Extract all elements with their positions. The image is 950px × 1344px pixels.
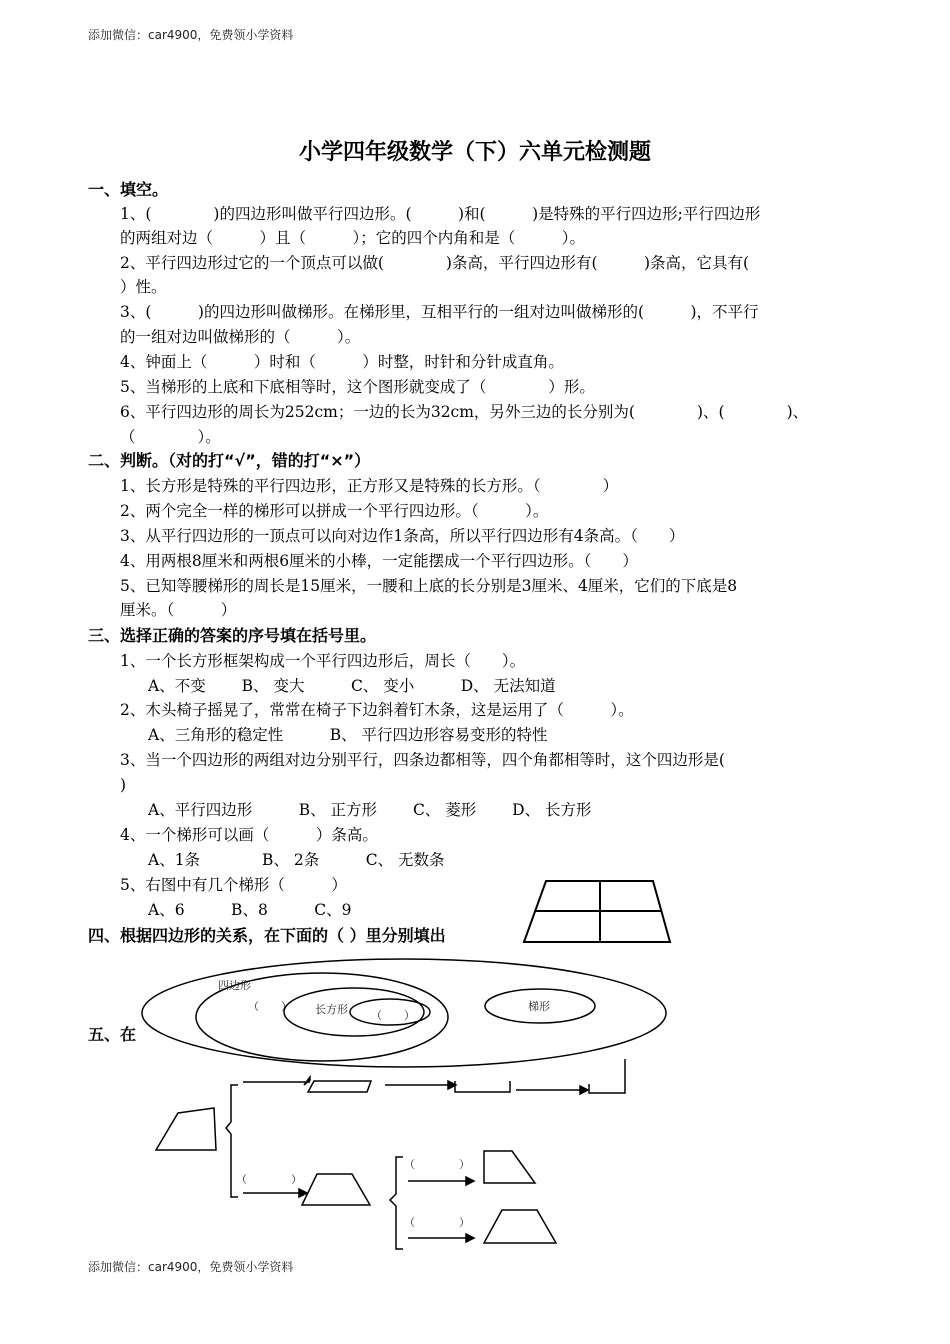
label-quadrilateral: 四边形 xyxy=(218,979,251,992)
blank-trapezoid: （ ） xyxy=(236,1173,302,1186)
s3-q5-options: A、6 B、8 C、9 xyxy=(148,901,352,919)
section-3-heading: 三、选择正确的答案的序号填在括号里。 xyxy=(88,626,377,645)
blank-isosceles-trapezoid: （ ） xyxy=(404,1216,470,1229)
section-5-heading: 五、在 xyxy=(88,1025,137,1044)
s2-line-1: 1、长方形是特殊的平行四边形，正方形又是特殊的长方形。（ ） xyxy=(120,477,619,495)
s1-line-9: 6、平行四边形的周长为252cm；一边的长为32cm，另外三边的长分别为( )、( )、 xyxy=(120,403,809,421)
label-rectangle: 长方形 xyxy=(315,1003,348,1016)
s3-q4: 4、一个梯形可以画（ ）条高。 xyxy=(120,826,378,844)
page-title: 小学四年级数学（下）六单元检测题 xyxy=(298,140,651,165)
section-2-heading: 二、判断。（对的打“√”，错的打“×”） xyxy=(88,451,371,470)
s1-line-7: 4、钟面上（ ）时和（ ）时整，时针和分针成直角。 xyxy=(120,353,564,371)
trapezoid-grid-figure xyxy=(524,881,670,942)
page-header: 添加微信：car4900，免费领小学资料 xyxy=(88,28,294,42)
s1-line-10: （ ）。 xyxy=(120,428,221,446)
s2-line-3: 3、从平行四边形的一顶点可以向对边作1条高，所以平行四边形有4条高。（ ） xyxy=(120,527,685,545)
classification-diagram xyxy=(156,1059,625,1249)
s1-line-3: 2、平行四边形过它的一个顶点可以做( )条高，平行四边形有( )条高，它具有( xyxy=(120,254,750,272)
s3-q4-options: A、1条 B、 2条 C、 无数条 xyxy=(148,851,445,869)
s3-q2-options: A、三角形的稳定性 B、 平行四边形容易变形的特性 xyxy=(148,726,548,744)
section-1-heading: 一、填空。 xyxy=(88,180,169,199)
s3-q2: 2、木头椅子摇晃了，常常在椅子下边斜着钉木条，这是运用了（ ）。 xyxy=(120,701,634,719)
trapezoid-shape xyxy=(302,1174,370,1205)
square-shape xyxy=(589,1059,625,1093)
parallelogram-shape xyxy=(308,1081,371,1092)
s3-q3-end: ) xyxy=(120,776,127,794)
s1-line-8: 5、当梯形的上底和下底相等时，这个图形就变成了（ ）形。 xyxy=(120,378,595,396)
label-inner-blank: （ ） xyxy=(371,1009,415,1022)
s1-line-5: 3、( )的四边形叫做梯形。在梯形里，互相平行的一组对边叫做梯形的( )，不平行 xyxy=(120,303,759,321)
s1-line-2: 的两组对边（ ）且（ ）；它的四个内角和是（ ）。 xyxy=(120,229,586,247)
page-footer: 添加微信：car4900，免费领小学资料 xyxy=(88,1260,294,1274)
brace-2 xyxy=(390,1157,403,1249)
label-trapezoid: 梯形 xyxy=(528,1000,550,1013)
s3-q3: 3、当一个四边形的两组对边分别平行，四条边都相等，四个角都相等时，这个四边形是( xyxy=(120,751,725,769)
s3-q5: 5、右图中有几个梯形（ ） xyxy=(120,876,347,894)
s2-line-2: 2、两个完全一样的梯形可以拼成一个平行四边形。（ ）。 xyxy=(120,502,549,520)
s3-q1: 1、一个长方形框架构成一个平行四边形后，周长（ ）。 xyxy=(120,652,526,670)
isosceles-trapezoid-shape xyxy=(484,1210,556,1243)
rectangle-shape xyxy=(455,1081,510,1092)
start-quadrilateral-shape xyxy=(156,1108,216,1150)
s2-line-4: 4、用两根8厘米和两根6厘米的小棒，一定能摆成一个平行四边形。（ ） xyxy=(120,552,638,570)
s2-line-5: 5、已知等腰梯形的周长是15厘米，一腰和上底的长分别是3厘米、4厘米，它们的下底是8 xyxy=(120,577,738,595)
right-trapezoid-shape xyxy=(484,1151,535,1183)
s2-line-6: 厘米。（ ） xyxy=(120,601,237,619)
s1-line-1: 1、( )的四边形叫做平行四边形。( )和( )是特殊的平行四边形;平行四边形 xyxy=(120,205,761,223)
s3-q1-options: A、不变 B、 变大 C、 变小 D、 无法知道 xyxy=(148,677,556,695)
s1-line-6: 的一组对边叫做梯形的（ ）。 xyxy=(120,328,361,346)
s3-q3-options: A、平行四边形 B、 正方形 C、 菱形 D、 长方形 xyxy=(148,801,592,819)
section-4-heading: 四、根据四边形的关系，在下面的（ ）里分别填出 xyxy=(88,926,446,945)
blank-right-trapezoid: （ ） xyxy=(404,1158,470,1171)
label-parallelogram-blank: （ ） xyxy=(248,1000,292,1013)
s1-line-4: ）性。 xyxy=(120,278,167,296)
